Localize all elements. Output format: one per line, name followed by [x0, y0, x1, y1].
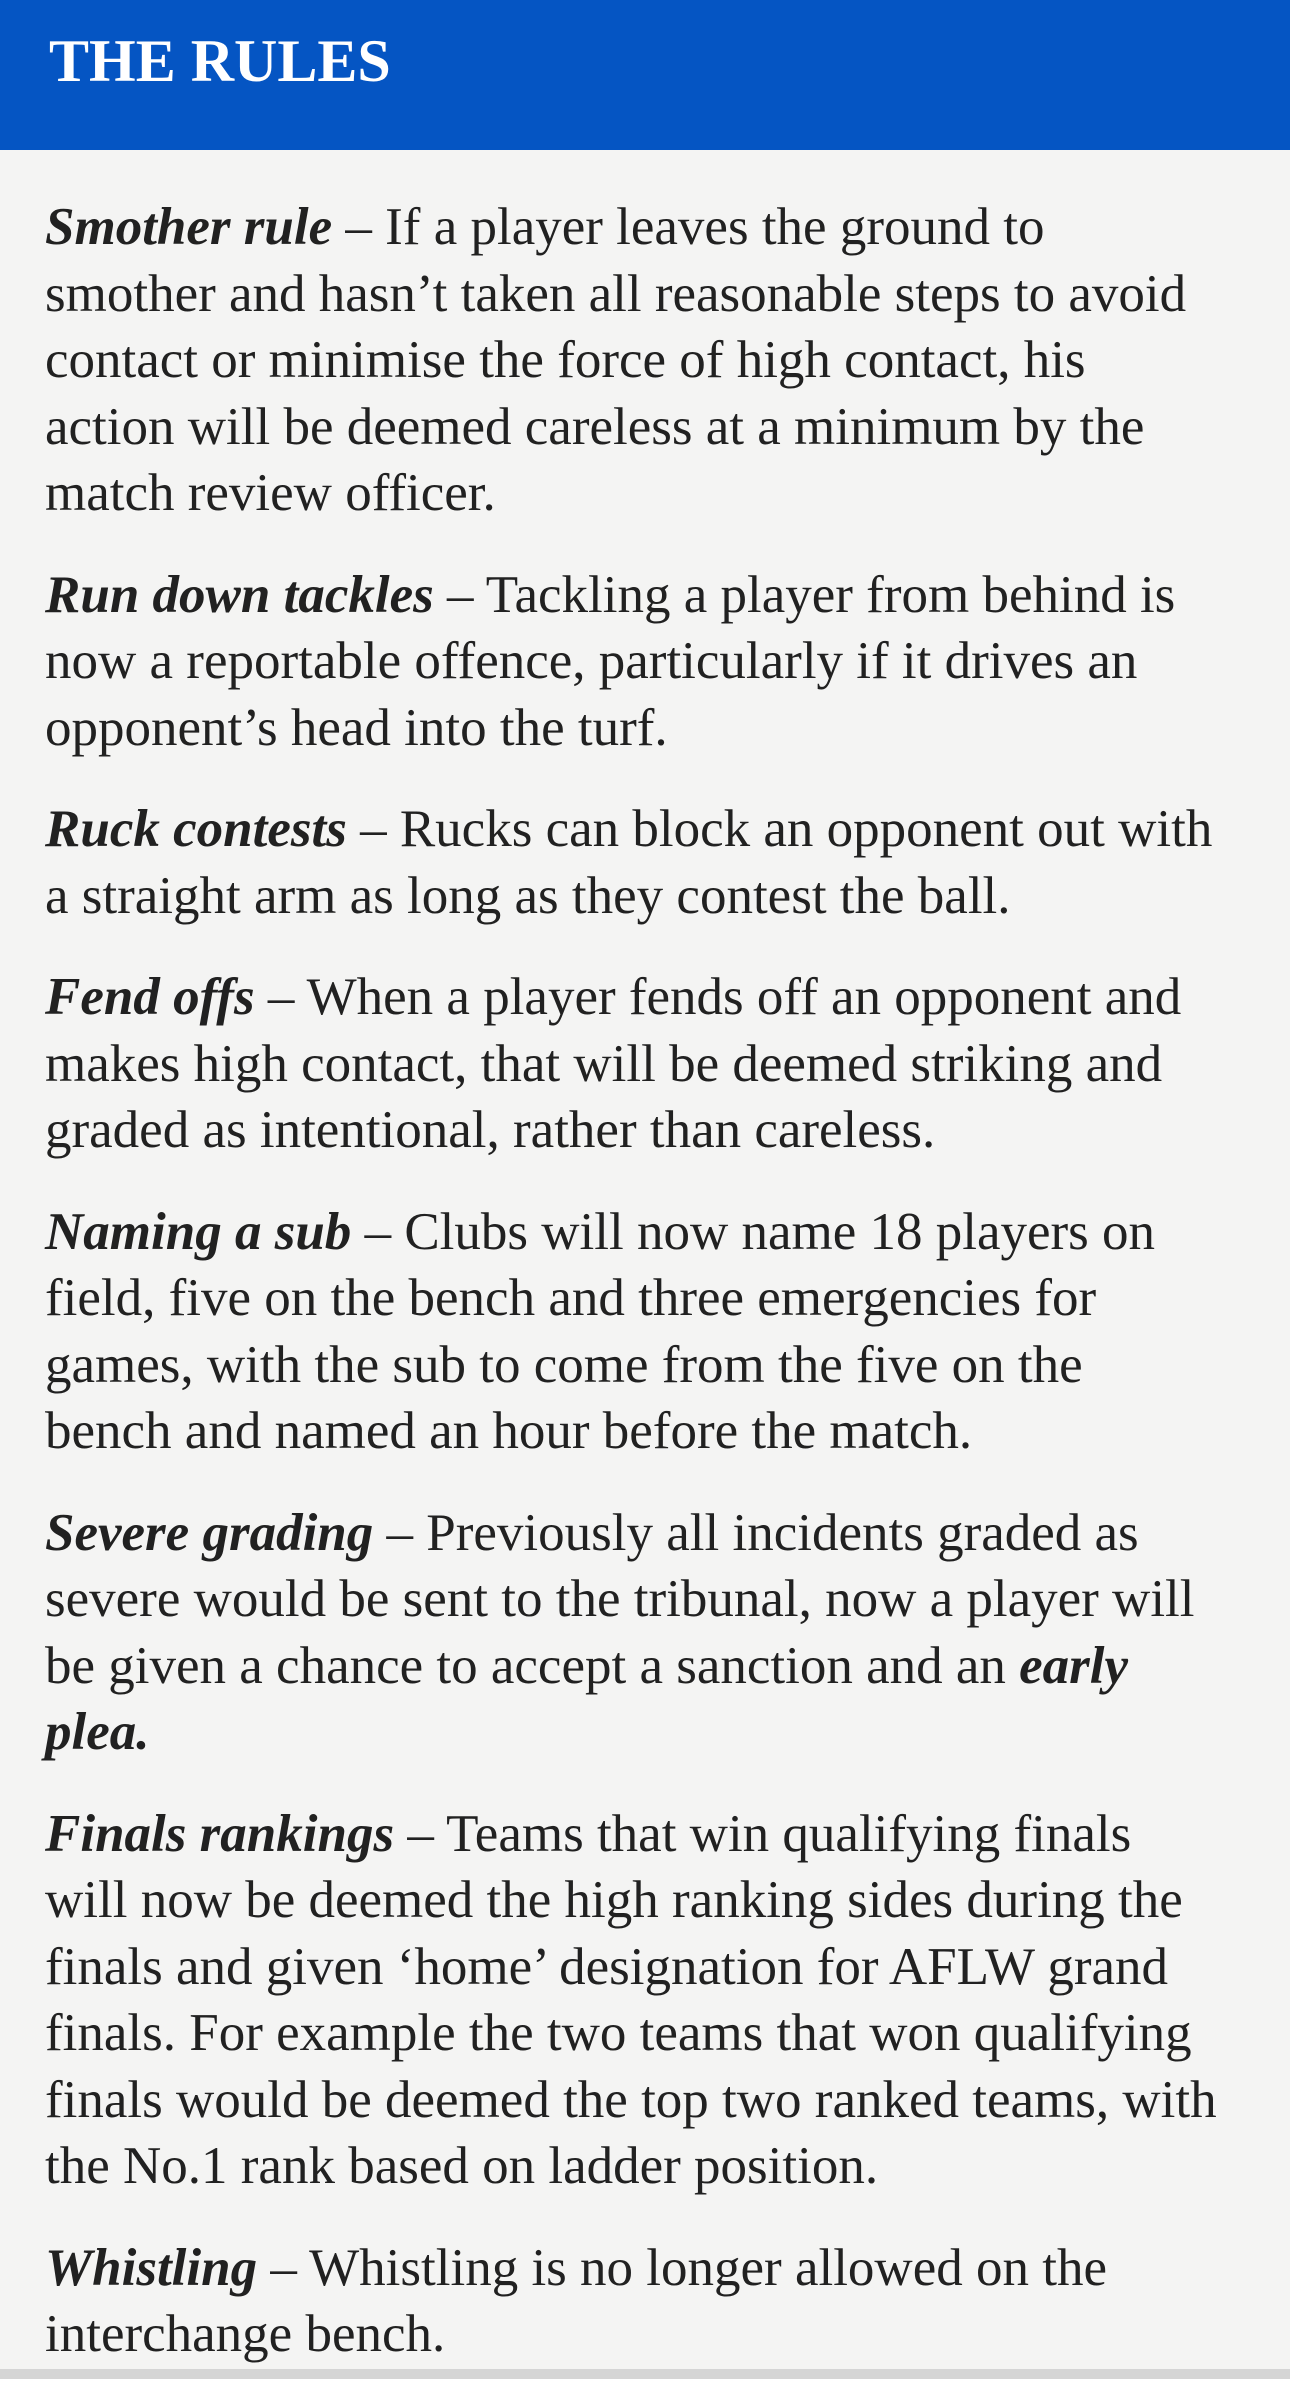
rule-text: field, five on the bench and three emergencies for — [45, 1269, 1097, 1327]
rule-line — [45, 2067, 1245, 2134]
rule-text: – When a player fends off an opponent and — [254, 968, 1182, 1026]
rule-paragraph — [45, 2235, 1245, 2368]
rule-text: makes high contact, that will be deemed striking and — [45, 1034, 1163, 1093]
rule-line — [45, 1097, 1245, 1164]
rule-text: – Clubs will now name 18 players on — [351, 1202, 1156, 1261]
rule-line — [45, 394, 1245, 461]
rule-line — [45, 1566, 1245, 1633]
rule-lead-emphasis: Run down tackles — [45, 565, 434, 624]
rule-paragraph — [45, 1801, 1245, 2200]
rule-text: a straight arm as long as they contest the ball. — [45, 866, 1011, 925]
rule-line — [45, 863, 1245, 930]
rule-line — [45, 2301, 1245, 2368]
rule-line — [45, 327, 1245, 394]
rule-lead-emphasis: Severe grading — [45, 1503, 374, 1562]
rule-text: games, with the sub to come from the five on the — [45, 1335, 1083, 1394]
rule-lead-emphasis: Whistling — [45, 2238, 258, 2297]
rule-line — [45, 1801, 1245, 1868]
rule-line — [45, 1699, 1245, 1766]
rule-paragraph — [45, 1199, 1245, 1465]
rule-text: contact or minimise the force of high contact, his — [45, 331, 1086, 389]
rule-text: – Tackling a player from behind is — [433, 565, 1176, 624]
rule-line — [45, 1332, 1245, 1399]
rule-line — [45, 460, 1245, 527]
rule-text: smother and hasn’t taken all reasonable steps to avoid — [45, 264, 1187, 323]
rule-line — [45, 1398, 1245, 1465]
bottom-divider-bar — [0, 2369, 1290, 2379]
rule-line — [45, 796, 1245, 863]
rule-text: – Previously all incidents graded as — [373, 1503, 1139, 1562]
rule-lead-emphasis: Finals rankings — [45, 1804, 395, 1863]
rule-text: now a reportable offence, particularly if it drives an — [45, 632, 1138, 690]
rule-text: bench and named an hour before the match. — [45, 1402, 973, 1460]
rule-line — [45, 1633, 1245, 1700]
rule-text: – Teams that win qualifying finals — [394, 1804, 1132, 1863]
rule-text: graded as intentional, rather than careless. — [45, 1101, 936, 1159]
rule-lead-emphasis: plea. — [45, 1703, 150, 1761]
rule-text: match review officer. — [45, 464, 496, 522]
rule-paragraph — [45, 1500, 1245, 1766]
rule-lead-emphasis: Fend offs — [45, 968, 255, 1026]
rule-text: the No.1 rank based on ladder position. — [45, 2137, 879, 2195]
rule-lead-emphasis: Smother rule — [45, 198, 333, 256]
rule-line — [45, 1867, 1245, 1934]
rule-line — [45, 1265, 1245, 1332]
rule-text: interchange bench. — [45, 2305, 446, 2363]
rule-text: be given a chance to accept a sanction and an — [45, 1636, 1020, 1695]
rule-lead-emphasis: early — [1019, 1636, 1129, 1695]
rule-text: will now be deemed the high ranking sides during the — [45, 1871, 1183, 1929]
rule-line — [45, 2235, 1245, 2302]
rule-line — [45, 695, 1245, 762]
rule-text: opponent’s head into the turf. — [45, 698, 668, 757]
rule-text: finals and given ‘home’ designation for AFLW grand — [45, 1937, 1169, 1996]
rule-line — [45, 964, 1245, 1031]
rule-line — [45, 628, 1245, 695]
rule-text: severe would be sent to the tribunal, now a player will — [45, 1570, 1195, 1628]
rule-text: – Rucks can block an opponent out with — [346, 800, 1213, 858]
rule-paragraph — [45, 562, 1245, 762]
rule-line — [45, 194, 1245, 261]
rule-text: – Whistling is no longer allowed on the — [257, 2238, 1107, 2297]
rule-text: finals would be deemed the top two ranked teams, with — [45, 2070, 1217, 2129]
rule-line — [45, 1199, 1245, 1266]
rule-line — [45, 1031, 1245, 1098]
rule-paragraph — [45, 194, 1245, 527]
rule-lead-emphasis: Naming a sub — [45, 1202, 352, 1261]
rule-text: – If a player leaves the ground to — [332, 198, 1045, 256]
rules-title: THE RULES — [49, 28, 391, 94]
rule-line — [45, 1500, 1245, 1567]
bottom-white-strip — [0, 2379, 1290, 2387]
rule-line — [45, 1934, 1245, 2001]
rule-text: action will be deemed careless at a minimum by the — [45, 397, 1145, 456]
rule-paragraph — [45, 964, 1245, 1164]
rule-line — [45, 562, 1245, 629]
rules-header-bar — [0, 0, 1290, 150]
rules-list — [0, 150, 1290, 2368]
rule-line — [45, 2000, 1245, 2067]
rule-text: finals. For example the two teams that won qualifying — [45, 2004, 1192, 2062]
rule-line — [45, 261, 1245, 328]
rule-line — [45, 2133, 1245, 2200]
rule-paragraph — [45, 796, 1245, 929]
rule-lead-emphasis: Ruck contests — [45, 800, 347, 858]
